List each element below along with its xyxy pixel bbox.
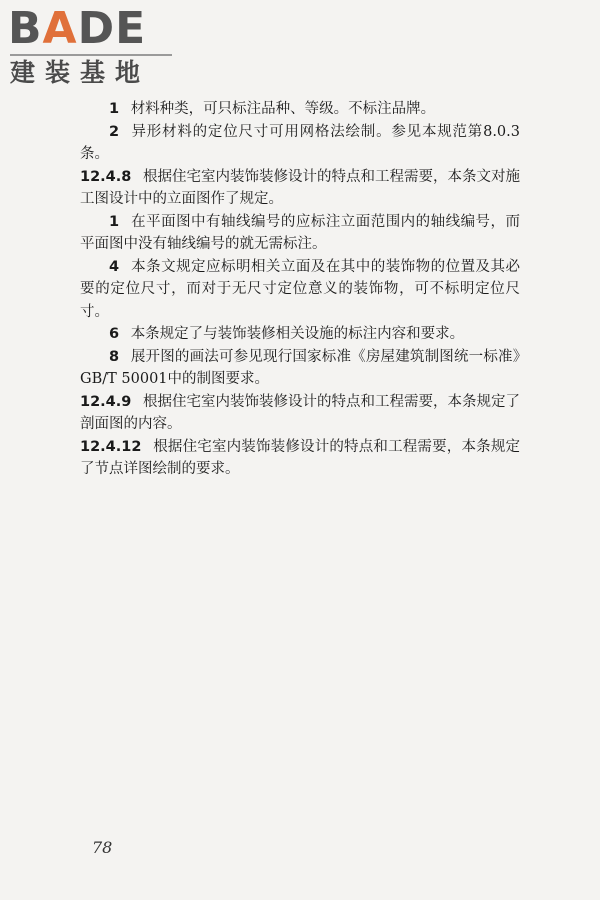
- brand-logo: [8, 4, 178, 88]
- paragraph-item: 4 本条文规定应标明相关立面及在其中的装饰物的位置及其必要的定位尺寸，而对于无尺寸定位意义的装饰物，可不标明定位尺寸。: [80, 258, 520, 320]
- paragraph-item: 1 在平面图中有轴线编号的应标注立面范围内的轴线编号，而平面图中没有轴线编号的就无需标注。: [80, 213, 520, 252]
- paragraph-item: 8 展开图的画法可参见现行国家标准《房屋建筑制图统一标准》GB/T 50001中的制图要求。: [80, 348, 520, 387]
- paragraph-item: 6 本条规定了与装饰装修相关设施的标注内容和要求。: [109, 326, 465, 342]
- paragraph-item: 2 异形材料的定位尺寸可用网格法绘制。参见本规范第8.0.3条。: [80, 123, 520, 162]
- paragraph-item: 1 材料种类，可只标注品种、等级。不标注品牌。: [109, 101, 436, 117]
- logo-subtitle: 建装基地: [10, 58, 151, 87]
- logo-divider: [10, 54, 172, 56]
- clause-paragraph: 12.4.12 根据住宅室内装饰装修设计的特点和工程需要，本条规定了节点详图绘制的要求。: [80, 438, 520, 477]
- logo-wordmark: BADE: [8, 3, 147, 54]
- clause-paragraph: 12.4.9 根据住宅室内装饰装修设计的特点和工程需要，本条规定了剖面图的内容。: [80, 393, 520, 432]
- document-body: [80, 98, 520, 481]
- clause-paragraph: 12.4.8 根据住宅室内装饰装修设计的特点和工程需要，本条文对施工图设计中的立面图作了规定。: [80, 168, 520, 207]
- page-number: 78: [92, 838, 113, 857]
